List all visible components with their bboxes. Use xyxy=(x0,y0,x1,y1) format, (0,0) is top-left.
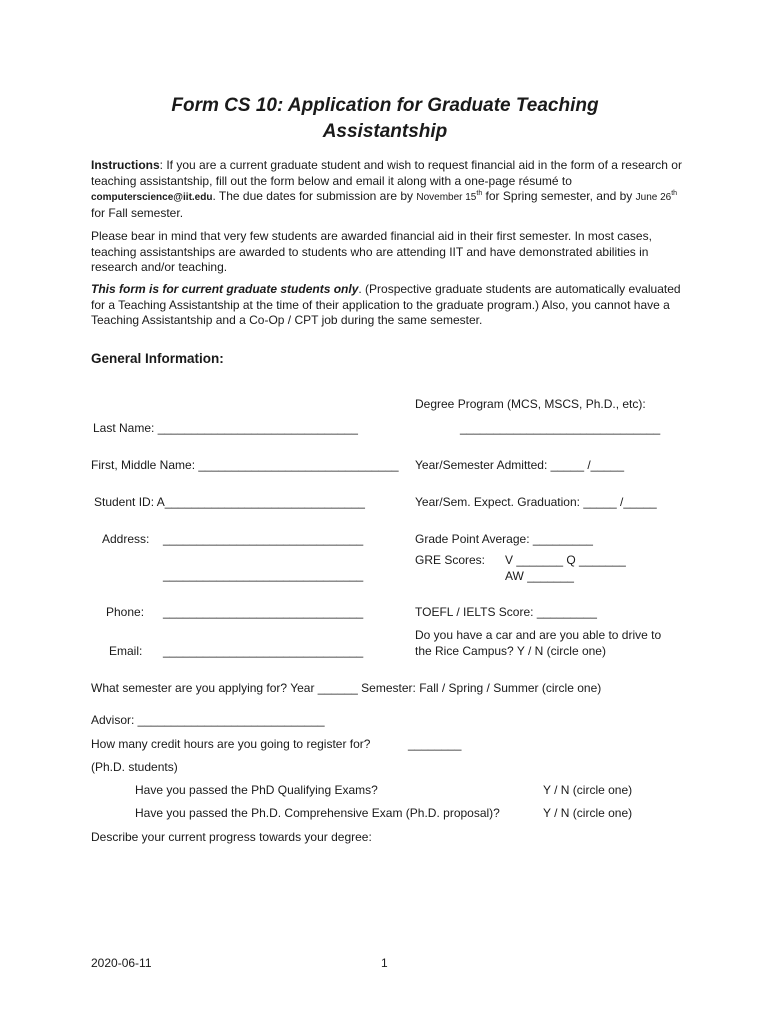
last-name-field[interactable]: Last Name: ______________________________ xyxy=(93,421,358,435)
email-field[interactable]: ______________________________ xyxy=(163,644,364,658)
phd-comprehensive-answer[interactable]: Y / N (circle one) xyxy=(543,806,633,820)
footer-date: 2020-06-11 xyxy=(91,956,152,970)
instructions-text-3: for Spring semester, and by xyxy=(482,189,636,204)
semester-question[interactable]: What semester are you applying for? Year ______ Semester: Fall / Spring / Summer (circle one) xyxy=(91,681,602,695)
progress-question: Describe your current progress towards your degree: xyxy=(91,830,372,844)
phone-label: Phone: xyxy=(106,605,145,619)
eligibility-note xyxy=(91,282,691,329)
gre-scores-label: GRE Scores: xyxy=(415,553,486,567)
eligibility-note-bold: This form is for current graduate students only xyxy=(91,282,359,296)
car-question-line1: Do you have a car and are you able to drive to xyxy=(415,628,662,642)
first-semester-note xyxy=(91,229,691,276)
form-title-line1: Form CS 10: Application for Graduate Teaching xyxy=(171,95,599,116)
car-question-line2[interactable]: the Rice Campus? Y / N (circle one) xyxy=(415,644,606,658)
general-info-heading: General Information: xyxy=(91,351,224,366)
expected-graduation-field[interactable]: Year/Sem. Expect. Graduation: _____ /_____ xyxy=(415,495,657,509)
due-date-fall: June 26 xyxy=(635,192,672,204)
phd-qualifying-question: Have you passed the PhD Qualifying Exams? xyxy=(135,783,378,797)
instructions-label: Instructions xyxy=(91,158,160,172)
phone-field[interactable]: ______________________________ xyxy=(163,605,364,619)
address-field-line2[interactable]: ______________________________ xyxy=(163,568,364,582)
credit-hours-question: How many credit hours are you going to register for? xyxy=(91,737,371,751)
advisor-field[interactable]: Advisor: ____________________________ xyxy=(91,713,325,727)
address-label: Address: xyxy=(102,532,150,546)
phd-qualifying-answer[interactable]: Y / N (circle one) xyxy=(543,783,633,797)
student-id-field[interactable]: Student ID: A______________________________ xyxy=(94,495,365,509)
instructions-text-4: for Fall semester. xyxy=(91,205,184,220)
toefl-ielts-field[interactable]: TOEFL / IELTS Score: _________ xyxy=(415,605,597,619)
due-date-spring-sup: th xyxy=(476,190,483,198)
eligibility-note-text: . (Prospective graduate students are automatically evaluated for a Teaching Assistantship at the time of their application to the graduate program.) Also, you cannot have a Teaching Assistantship and a Co-Op / CPT job during the same semester. xyxy=(91,282,681,328)
instructions-text-2: . The due dates for submission are by xyxy=(212,189,417,204)
first-middle-name-field[interactable]: First, Middle Name: ______________________________ xyxy=(91,458,399,472)
instructions-paragraph xyxy=(91,158,691,221)
credit-hours-field[interactable]: ________ xyxy=(408,737,462,751)
page-number: 1 xyxy=(381,956,388,970)
instructions-text-1: : If you are a current graduate student and wish to request financial aid in the form of a research or teaching assistantship, fill out the form below and email it along with a one-page résumé to xyxy=(91,158,682,188)
year-admitted-field[interactable]: Year/Semester Admitted: _____ /_____ xyxy=(415,458,625,472)
email-label: Email: xyxy=(109,644,143,658)
gpa-field[interactable]: Grade Point Average: _________ xyxy=(415,532,593,546)
first-semester-note-text: Please bear in mind that very few students are awarded financial aid in their first semester. In most cases, teaching assistantships are awarded to students who are attending IIT and have demonstrated abilities in research and/or teaching. xyxy=(91,229,652,275)
phd-students-label: (Ph.D. students) xyxy=(91,760,178,774)
due-date-fall-sup: th xyxy=(671,190,678,198)
phd-comprehensive-question: Have you passed the Ph.D. Comprehensive Exam (Ph.D. proposal)? xyxy=(135,806,500,820)
degree-program-label: Degree Program (MCS, MSCS, Ph.D., etc): xyxy=(415,397,646,411)
degree-program-field[interactable]: ______________________________ xyxy=(460,421,661,435)
due-date-spring: November 15 xyxy=(416,192,477,204)
gre-vq-field[interactable]: V _______ Q _______ xyxy=(505,553,626,567)
form-title-line2: Assistantship xyxy=(322,121,448,142)
gre-aw-field[interactable]: AW _______ xyxy=(505,569,574,583)
instructions-email-link[interactable]: computerscience@iit.edu xyxy=(91,192,213,204)
address-field-line1[interactable]: ______________________________ xyxy=(163,532,364,546)
